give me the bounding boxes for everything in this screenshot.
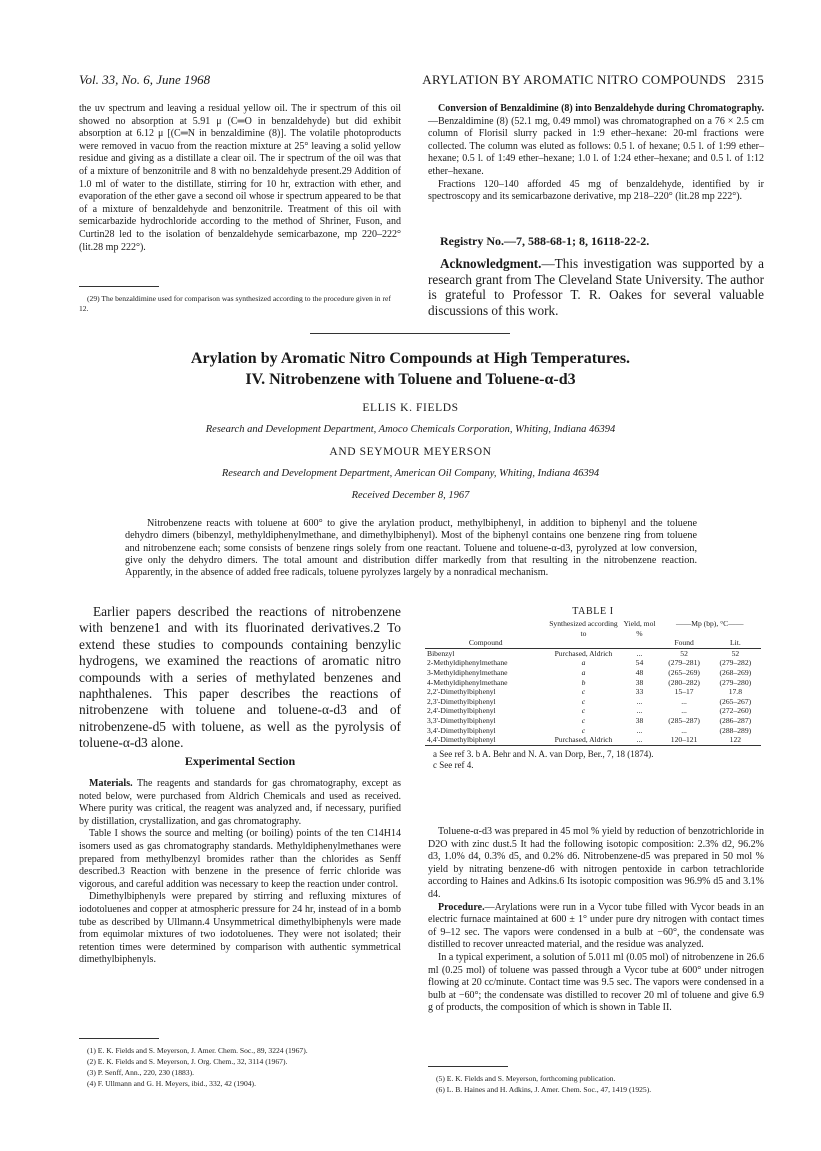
table-row: 3,4'-Dimethylbiphenyl c ... ... (288–289) [427, 725, 752, 735]
top-right-column [428, 103, 764, 204]
table-notes [425, 749, 761, 771]
table-row: 2-Methyldiphenylmethane a 54 (279–281) (279–282) [427, 658, 752, 668]
ack-heading: Acknowledgment. [440, 256, 542, 271]
acknowledgment [428, 256, 764, 318]
header-synth: Synthesized according to [549, 619, 618, 638]
table-row: 4-Methyldiphenylmethane b 38 (280–282) (279–280) [427, 677, 752, 687]
procedure-text: —Arylations were run in a Vycor tube filled with Vycor beads in an electric furnace maintained at 600 ± 1° under pure dry nitrogen with contact times of 9–12 sec. The vapors were condensed in a bulb at −60°, the condensate was distilled to recover unreacted material, and the residue was analyzed. [428, 901, 764, 951]
right-footnote-rule [428, 1066, 508, 1067]
table-note-ab: a See ref 3. b A. Behr and N. A. van Dorp, Ber., 7, 18 (1874). [433, 748, 654, 759]
header-mp: ——Mp (bp), °C—— [676, 619, 744, 628]
table-row: 3-Methyldiphenylmethane a 48 (265–269) (268–269) [427, 667, 752, 677]
header-lit: Lit. [729, 638, 741, 648]
page-number: 2315 [736, 72, 764, 87]
footnote-5: (5) E. K. Fields and S. Meyerson, forthcoming publication. [436, 1074, 616, 1083]
footnote-rule [79, 286, 159, 287]
table-body [425, 648, 761, 745]
abstract-text: Nitrobenzene reacts with toluene at 600° to give the arylation product, methylbiphenyl, in addition to biphenyl and the toluene dehydro dimers (bibenzyl, methyldiphenylmethane, and dimethylbiphenyl). Most of the biphenyl contains one benzene ring from toluene and nitrobenzene each; some consists of benzene rings solely from one reactant. Toluene and toluene-α-d3, pyrolyzed at low conversion, give only the dehydro dimers. The total amount and distribution differ markedly from that resulting in the nitrobenzene reaction. Apparently, in the absence of added free radicals, toluene pyrolyzes largely by a nonradical mechanism. [125, 518, 697, 579]
registry-numbers: Registry No.—7, 588-68-1; 8, 16118-22-2. [440, 234, 650, 248]
author-2: AND SEYMOUR MEYERSON [329, 446, 492, 458]
table-note-c: c See ref 4. [433, 759, 474, 770]
procedure-heading: Procedure. [438, 901, 485, 913]
table-row: 2,4'-Dimethylbiphenyl c ... ... (272–260) [427, 706, 752, 716]
header-yield: Yield, mol % [623, 619, 656, 638]
table-header-row-1 [425, 619, 761, 638]
table-grid [425, 619, 761, 746]
table-caption: TABLE I [572, 606, 614, 617]
footnote-text: (29) The benzaldimine used for comparison was synthesized according to the procedure given in ref 12. [79, 294, 391, 313]
conversion-text: —Benzaldimine (8) (52.1 mg, 0.49 mmol) was chromatographed on a 76 × 2.5 cm column of Florisil slurry packed in 1:9 ether–hexane: 20-ml fractions were collected. The column was eluted as follows: 0.5 l. of hexane; 0.5 l. of 1:99 ether–hexane; 0.5 l. of 1:49 ether–hexane; 1.0 l. of 1:24 ether–hexane; and 0.5 l. of 1:12 ether–hexane. [428, 115, 764, 177]
introduction [79, 604, 401, 752]
affiliation-2: Research and Development Department, American Oil Company, Whiting, Indiana 46394 [221, 468, 600, 479]
footnote-2: (2) E. K. Fields and S. Meyerson, J. Org. Chem., 32, 3114 (1967). [87, 1057, 288, 1066]
fractions-paragraph: Fractions 120–140 afforded 45 mg of benzaldehyde, identified by ir spectroscopy and its semicarbazone derivative, mp 218–220° (lit.28 mp 222°). [428, 178, 764, 203]
intro-paragraph: Earlier papers described the reactions of nitrobenzene with benzene1 and with its fluorinated derivatives.2 To extend these studies to compounds containing benzylic hydrogens, we examined the reactions of aromatic nitro compounds with a series of methylated benzenes and naphthalenes. This paper describes the reactions of nitrobenzene with toluene and toluene-α-d3 and of nitrobenzene-d5 with toluene, as well as the pyrolysis of toluene-α-d3 alone. [79, 604, 401, 751]
conversion-heading: Conversion of Benzaldimine (8) into Benzaldehyde during Chromatography. [438, 103, 764, 114]
right-footnotes [428, 1074, 764, 1096]
header-found: Found [674, 638, 694, 648]
typical-experiment-paragraph: In a typical experiment, a solution of 5.011 ml (0.05 mol) of nitrobenzene in 26.6 ml (0.25 mol) of toluene was passed through a Vycor tube at 600° under nitrogen flowing at 20 cc/minute. Contact time was 9.5 sec. The vapors were condensed in a bulb at −60°; the condensate was distilled to recover 20 ml of toluene and give 6.9 g of products, the composition of which is shown in Table II. [428, 951, 764, 1014]
table-row: 4,4'-Dimethylbiphenyl Purchased, Aldrich ... 120–121 122 [425, 735, 761, 745]
footnote-4: (4) F. Ullmann and G. H. Meyers, ibid., 332, 42 (1904). [87, 1079, 256, 1088]
left-footnotes [79, 1046, 401, 1090]
footnote-6: (6) L. B. Haines and H. Adkins, J. Amer. Chem. Soc., 47, 1419 (1925). [436, 1085, 652, 1094]
abstract [125, 518, 697, 579]
table-1 [425, 606, 761, 771]
article-title-line2: IV. Nitrobenzene with Toluene and Toluene-α-d3 [245, 371, 576, 388]
table-row: 2,2'-Dimethylbiphenyl c 33 15–17 17.8 [427, 687, 742, 697]
left-footnote-rule [79, 1038, 159, 1039]
table-row: 3,3'-Dimethylbiphenyl c 38 (285–287) (286–287) [427, 715, 752, 725]
table-header-row-2 [425, 638, 761, 648]
top-left-column [79, 103, 401, 254]
table-row: Bibenzyl Purchased, Aldrich ... 52 52 [427, 648, 740, 658]
running-header-volume: Vol. 33, No. 6, June 1968 [79, 72, 211, 87]
dimethylbiphenyl-paragraph: Dimethylbiphenyls were prepared by stirring and refluxing mixtures of iodotoluenes and copper at atmospheric pressure for 24 hr, instead of in a bomb tube as described by Ullmann.4 Unsymmetrical dimethylbiphenyls were made from equimolar mixtures of two iodotoluenes. They were not isolated; their retention times were determined by comparison with authentic symmetrical dimethylbiphenyls. [79, 891, 401, 966]
experimental-text [79, 778, 401, 967]
article-title-line1: Arylation by Aromatic Nitro Compounds at High Temperatures. [190, 350, 631, 367]
footnote-29 [79, 294, 401, 315]
section-heading: Experimental Section [184, 754, 296, 768]
conversion-paragraph [428, 103, 764, 179]
materials-paragraph [79, 778, 401, 828]
right-experimental-text [428, 826, 764, 1015]
footnote-1: (1) E. K. Fields and S. Meyerson, J. Amer. Chem. Soc., 89, 3224 (1967). [87, 1046, 308, 1055]
procedure-paragraph [428, 902, 764, 952]
received-date: Received December 8, 1967 [351, 490, 470, 501]
author-1: ELLIS K. FIELDS [362, 402, 459, 414]
affiliation-1: Research and Development Department, Amoco Chemicals Corporation, Whiting, Indiana 46394 [205, 424, 616, 435]
article-separator [310, 333, 510, 334]
materials-heading: Materials. [89, 778, 133, 789]
table-paragraph: Table I shows the source and melting (or boiling) points of the ten C14H14 isomers used as gas chromatography standards. Methyldiphenylmethanes were prepared from methylbenzyl bromides rather than the chlorides as Senff described.3 Reaction with benzene in the presence of ferric chloride was vigorous, and careful addition was necessary to keep the reaction under control. [79, 828, 401, 890]
footnote-3: (3) P. Senff, Ann., 220, 230 (1883). [87, 1068, 195, 1077]
ack-text: —This investigation was supported by a research grant from The Cleveland State University. The author is grateful to Professor T. R. Oakes for several valuable discussions of this work. [428, 256, 764, 318]
carryover-paragraph: the uv spectrum and leaving a residual yellow oil. The ir spectrum of this oil showed no absorption at 5.91 μ (C═O in benzaldehyde) but did exhibit absorption at 6.12 μ [(C═N in benzaldimine (8)]. The volatile photoproducts were removed in vacuo from the reaction mixture at 25° leaving a solid yellow residue and giving as a distillate a clear oil. The ir spectrum of the oil was that of a mixture of benzonitrile and 8 with no benzaldehyde present.29 Addition of 1.0 ml of water to the distillate, stirring for 10 hr, extraction with ether, and evaporation of the ether gave a second oil whose ir spectrum appeared to be that of a mixture of benzaldehyde and benzonitrile. Treatment of this oil with semicarbazide hydrochloride according to the method of Shriner, Fuson, and Curtin28 led to the isolation of benzaldehyde semicarbazone, mp 220–222° (lit.28 mp 222°). [79, 103, 401, 253]
header-compound: Compound [468, 638, 503, 648]
table-row: 2,3'-Dimethylbiphenyl c ... ... (265–267) [427, 696, 752, 706]
running-header-title [422, 72, 764, 88]
toluene-d3-paragraph: Toluene-α-d3 was prepared in 45 mol % yield by reduction of benzotrichloride in D2O with zinc dust.5 It had the following isotopic composition: 2.3% d2, 96.2% d3, 1.0% d4, 0.3% d5, and 0.2% d6. Nitrobenzene-d5 was prepared in 50 mol % yield by nitrating benzene-d6 with nitrogen pentoxide in carbon tetrachloride according to Haines and Adkins.6 Its isotopic composition was 96.9% d5 and 3.1% d4. [428, 826, 764, 900]
running-title: ARYLATION BY AROMATIC NITRO COMPOUNDS [422, 72, 727, 87]
materials-text: The reagents and standards for gas chromatography, except as noted below, were purchased from Aldrich Chemicals and used as received. Where purity was critical, the reagent was analyzed and, if necessary, purified by distillation, crystallization, and gas chromatography. [79, 778, 401, 827]
